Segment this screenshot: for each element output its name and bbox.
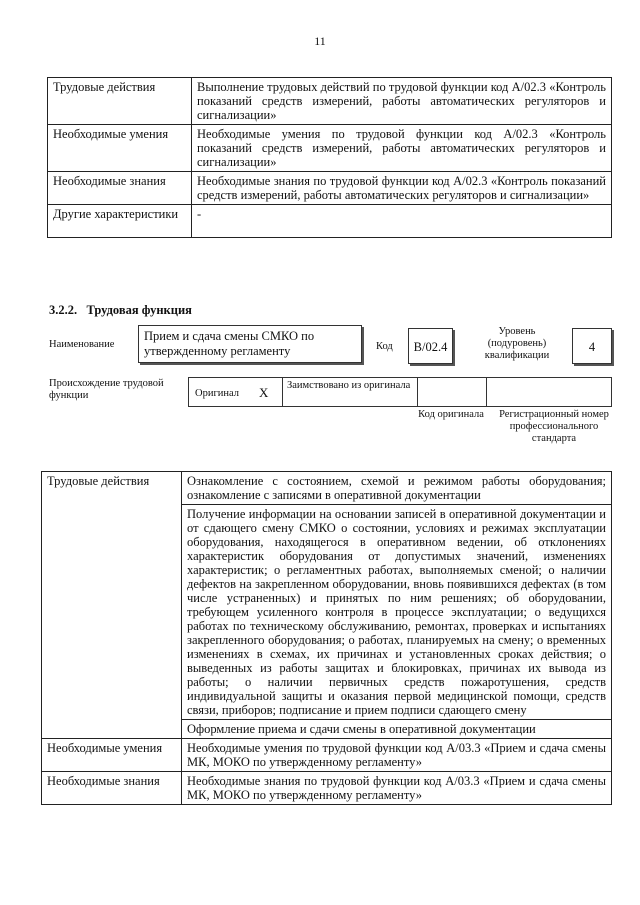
section-number: 3.2.2. (49, 303, 78, 317)
row-label: Необходимые умения (42, 739, 182, 772)
row-label: Необходимые знания (48, 172, 192, 205)
row-value: Необходимые умения по трудовой функции код А/02.3 «Контроль показаний средств измерений, работы автоматических регуляторов и сигнализации» (192, 125, 612, 172)
section-title: Трудовая функция (86, 303, 192, 317)
divider (417, 378, 418, 406)
action-item: Ознакомление с состоянием, схемой и режимом работы оборудования; ознакомление с записями в оперативной документации (182, 472, 612, 505)
table-row (48, 172, 612, 205)
row-value: - (192, 205, 612, 238)
function-code-box: В/02.4 (408, 328, 453, 364)
row-value: Необходимые знания по трудовой функции код А/03.3 «Прием и сдача смены МК, МОКО по утвержденному регламенту» (182, 772, 612, 805)
function-name-box: Прием и сдача смены СМКО по утвержденному регламенту (138, 325, 362, 363)
section-heading (49, 303, 192, 318)
row-label: Необходимые умения (48, 125, 192, 172)
top-table (47, 77, 612, 238)
reg-caption: Регистрационный номер профессионального стандарта (499, 409, 609, 444)
name-label: Наименование (49, 339, 115, 350)
table-row (48, 78, 612, 125)
row-label: Другие характеристики (48, 205, 192, 238)
row-value: Необходимые умения по трудовой функции код А/03.3 «Прием и сдача смены МК, МОКО по утвержденному регламенту» (182, 739, 612, 772)
code-caption: Код оригинала (418, 409, 484, 420)
divider (486, 378, 487, 406)
level-label: Уровень (подуровень) квалификации (484, 326, 550, 361)
borrowed-label: Заимствовано из оригинала (287, 380, 411, 391)
code-label: Код (376, 341, 393, 352)
table-row (48, 125, 612, 172)
action-item: Получение информации на основании записей в оперативной документации и от сдающего смену СМКО о состоянии, условиях и режимах эксплуатации оборудования, находящегося в оперативном ведении, об отклонениях характеристик оборудования от допустимых значений, изменениях характеристик; о регламентных работах, выполняемых сменой; о наличии дефектов на закрепленном оборудовании, вновь появившихся дефектах (в том числе устраненных) и принятых по ним решениях; об оборудовании, требующем усиленного контроля в процессе эксплуатации; о ведущихся работах по техническому обслуживанию, ремонтах, проверках и испытаниях закрепленного оборудования; о работах, планируемых на смену; о временных изменениях в схемах, их причинах и установленных сроках действия; о выведенных из работы защитах и блокировках, причинах их вывода из работы; о наличии первичных средств пожаротушения, средств индивидуальной защиты и оказания первой медицинской помощи, средств связи, приборов; подписание и прием подписи сдающего смену (182, 505, 612, 720)
original-mark: X (259, 385, 269, 400)
table-row (42, 739, 612, 772)
table-row (42, 472, 612, 505)
level-box: 4 (572, 328, 612, 364)
origin-row (188, 377, 612, 407)
divider (282, 378, 283, 406)
page-number: 11 (314, 34, 326, 48)
row-label: Трудовые действия (42, 472, 182, 739)
table-row (48, 205, 612, 238)
row-value: Выполнение трудовых действий по трудовой функции код А/02.3 «Контроль показаний средств измерений, работы автоматических регуляторов и сигнализации» (192, 78, 612, 125)
row-label: Трудовые действия (48, 78, 192, 125)
origin-label: Происхождение трудовой функции (49, 378, 164, 401)
original-label: Оригинал (195, 388, 239, 399)
table-row (42, 772, 612, 805)
action-item: Оформление приема и сдачи смены в оперативной документации (182, 720, 612, 739)
row-value: Необходимые знания по трудовой функции код А/02.3 «Контроль показаний средств измерений, работы автоматических регуляторов и сигнализации» (192, 172, 612, 205)
row-label: Необходимые знания (42, 772, 182, 805)
main-table (41, 471, 612, 805)
